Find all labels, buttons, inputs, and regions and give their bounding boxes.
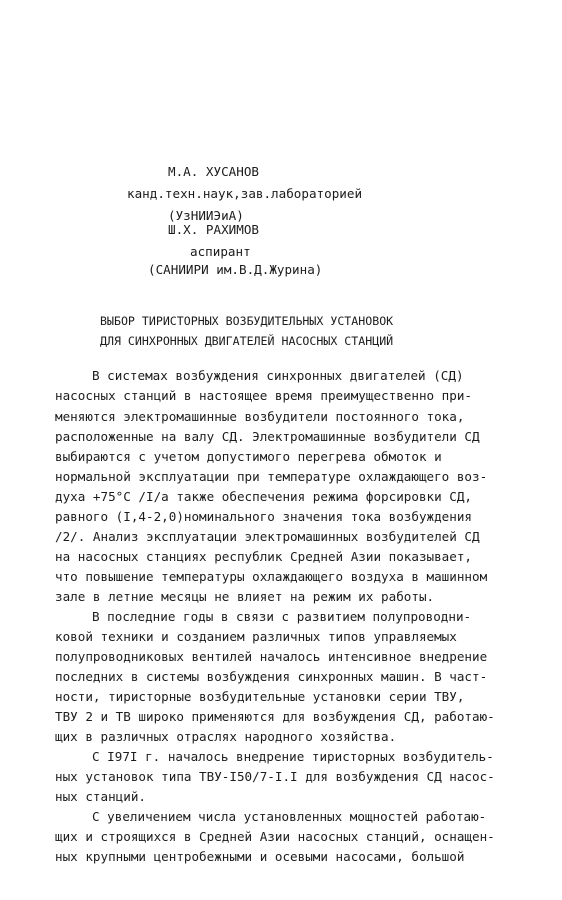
body-line: ных крупными центробежными и осевыми насосами, большой [55, 849, 465, 864]
author2-name: Ш.Х. РАХИМОВ [168, 222, 259, 237]
body-line: ности, тиристорные возбудительные установки серии ТВУ, [55, 689, 465, 704]
body-line: равного (I,4-2,0)номинального значения тока возбуждения [55, 509, 473, 524]
author1-org: (УзНИИЭиА) [168, 208, 244, 223]
body-line: насосных станций в настоящее время преимущественно при- [55, 388, 473, 403]
body-line: С увеличением числа установленных мощностей работаю- [92, 809, 487, 824]
body-line: духа +75°С /I/а также обеспечения режима форсировки СД, [55, 489, 473, 504]
body-line: нормальной эксплуатации при температуре охлаждающего воз- [55, 469, 488, 484]
author1-name: М.А. ХУСАНОВ [168, 164, 259, 179]
body-line: ных установок типа ТВУ-I50/7-I.I для возбуждения СД насос- [55, 769, 495, 784]
author1-title: канд.техн.наук,зав.лабораторией [127, 186, 363, 201]
body-line: /2/. Анализ эксплуатации электромашинных возбудителей СД [55, 529, 480, 544]
body-line: В системах возбуждения синхронных двигателей (СД) [92, 368, 464, 383]
author2-org: (САНИИРИ им.В.Д.Журина) [148, 262, 323, 277]
author2-title: аспирант [190, 244, 251, 259]
body-line: расположенные на валу СД. Электромашинные возбудители СД [55, 429, 480, 444]
body-line: щих и строящихся в Средней Азии насосных станций, оснащен- [55, 829, 495, 844]
body-line: полупроводниковых вентилей началось интенсивное внедрение [55, 649, 488, 664]
body-line: щих в различных отраслях народного хозяйства. [55, 729, 397, 744]
body-line: на насосных станциях республик Средней Азии показывает, [55, 549, 473, 564]
paper-title-line1: ВЫБОР ТИРИСТОРНЫХ ВОЗБУДИТЕЛЬНЫХ УСТАНОВОК [100, 314, 394, 328]
body-line: В последние годы в связи с развитием полупроводни- [92, 609, 472, 624]
body-line: последних в системы возбуждения синхронных машин. В част- [55, 669, 488, 684]
body-line: С I97I г. началось внедрение тиристорных возбудитель- [92, 749, 494, 764]
body-line: меняются электромашинные возбудители постоянного тока, [55, 409, 465, 424]
body-line: ковой техники и созданием различных типов управляемых [55, 629, 457, 644]
body-line: ных станций. [55, 789, 146, 804]
body-line: выбираются с учетом допустимого перегрева обмоток и [55, 449, 442, 464]
body-line: зале в летние месяцы не влияет на режим их работы. [55, 589, 435, 604]
body-line: что повышение температуры охлаждающего воздуха в машинном [55, 569, 488, 584]
body-line: ТВУ 2 и ТВ широко применяются для возбуждения СД, работаю- [55, 709, 495, 724]
paper-title-line2: ДЛЯ СИНХРОННЫХ ДВИГАТЕЛЕЙ НАСОСНЫХ СТАНЦИЙ [100, 334, 394, 348]
